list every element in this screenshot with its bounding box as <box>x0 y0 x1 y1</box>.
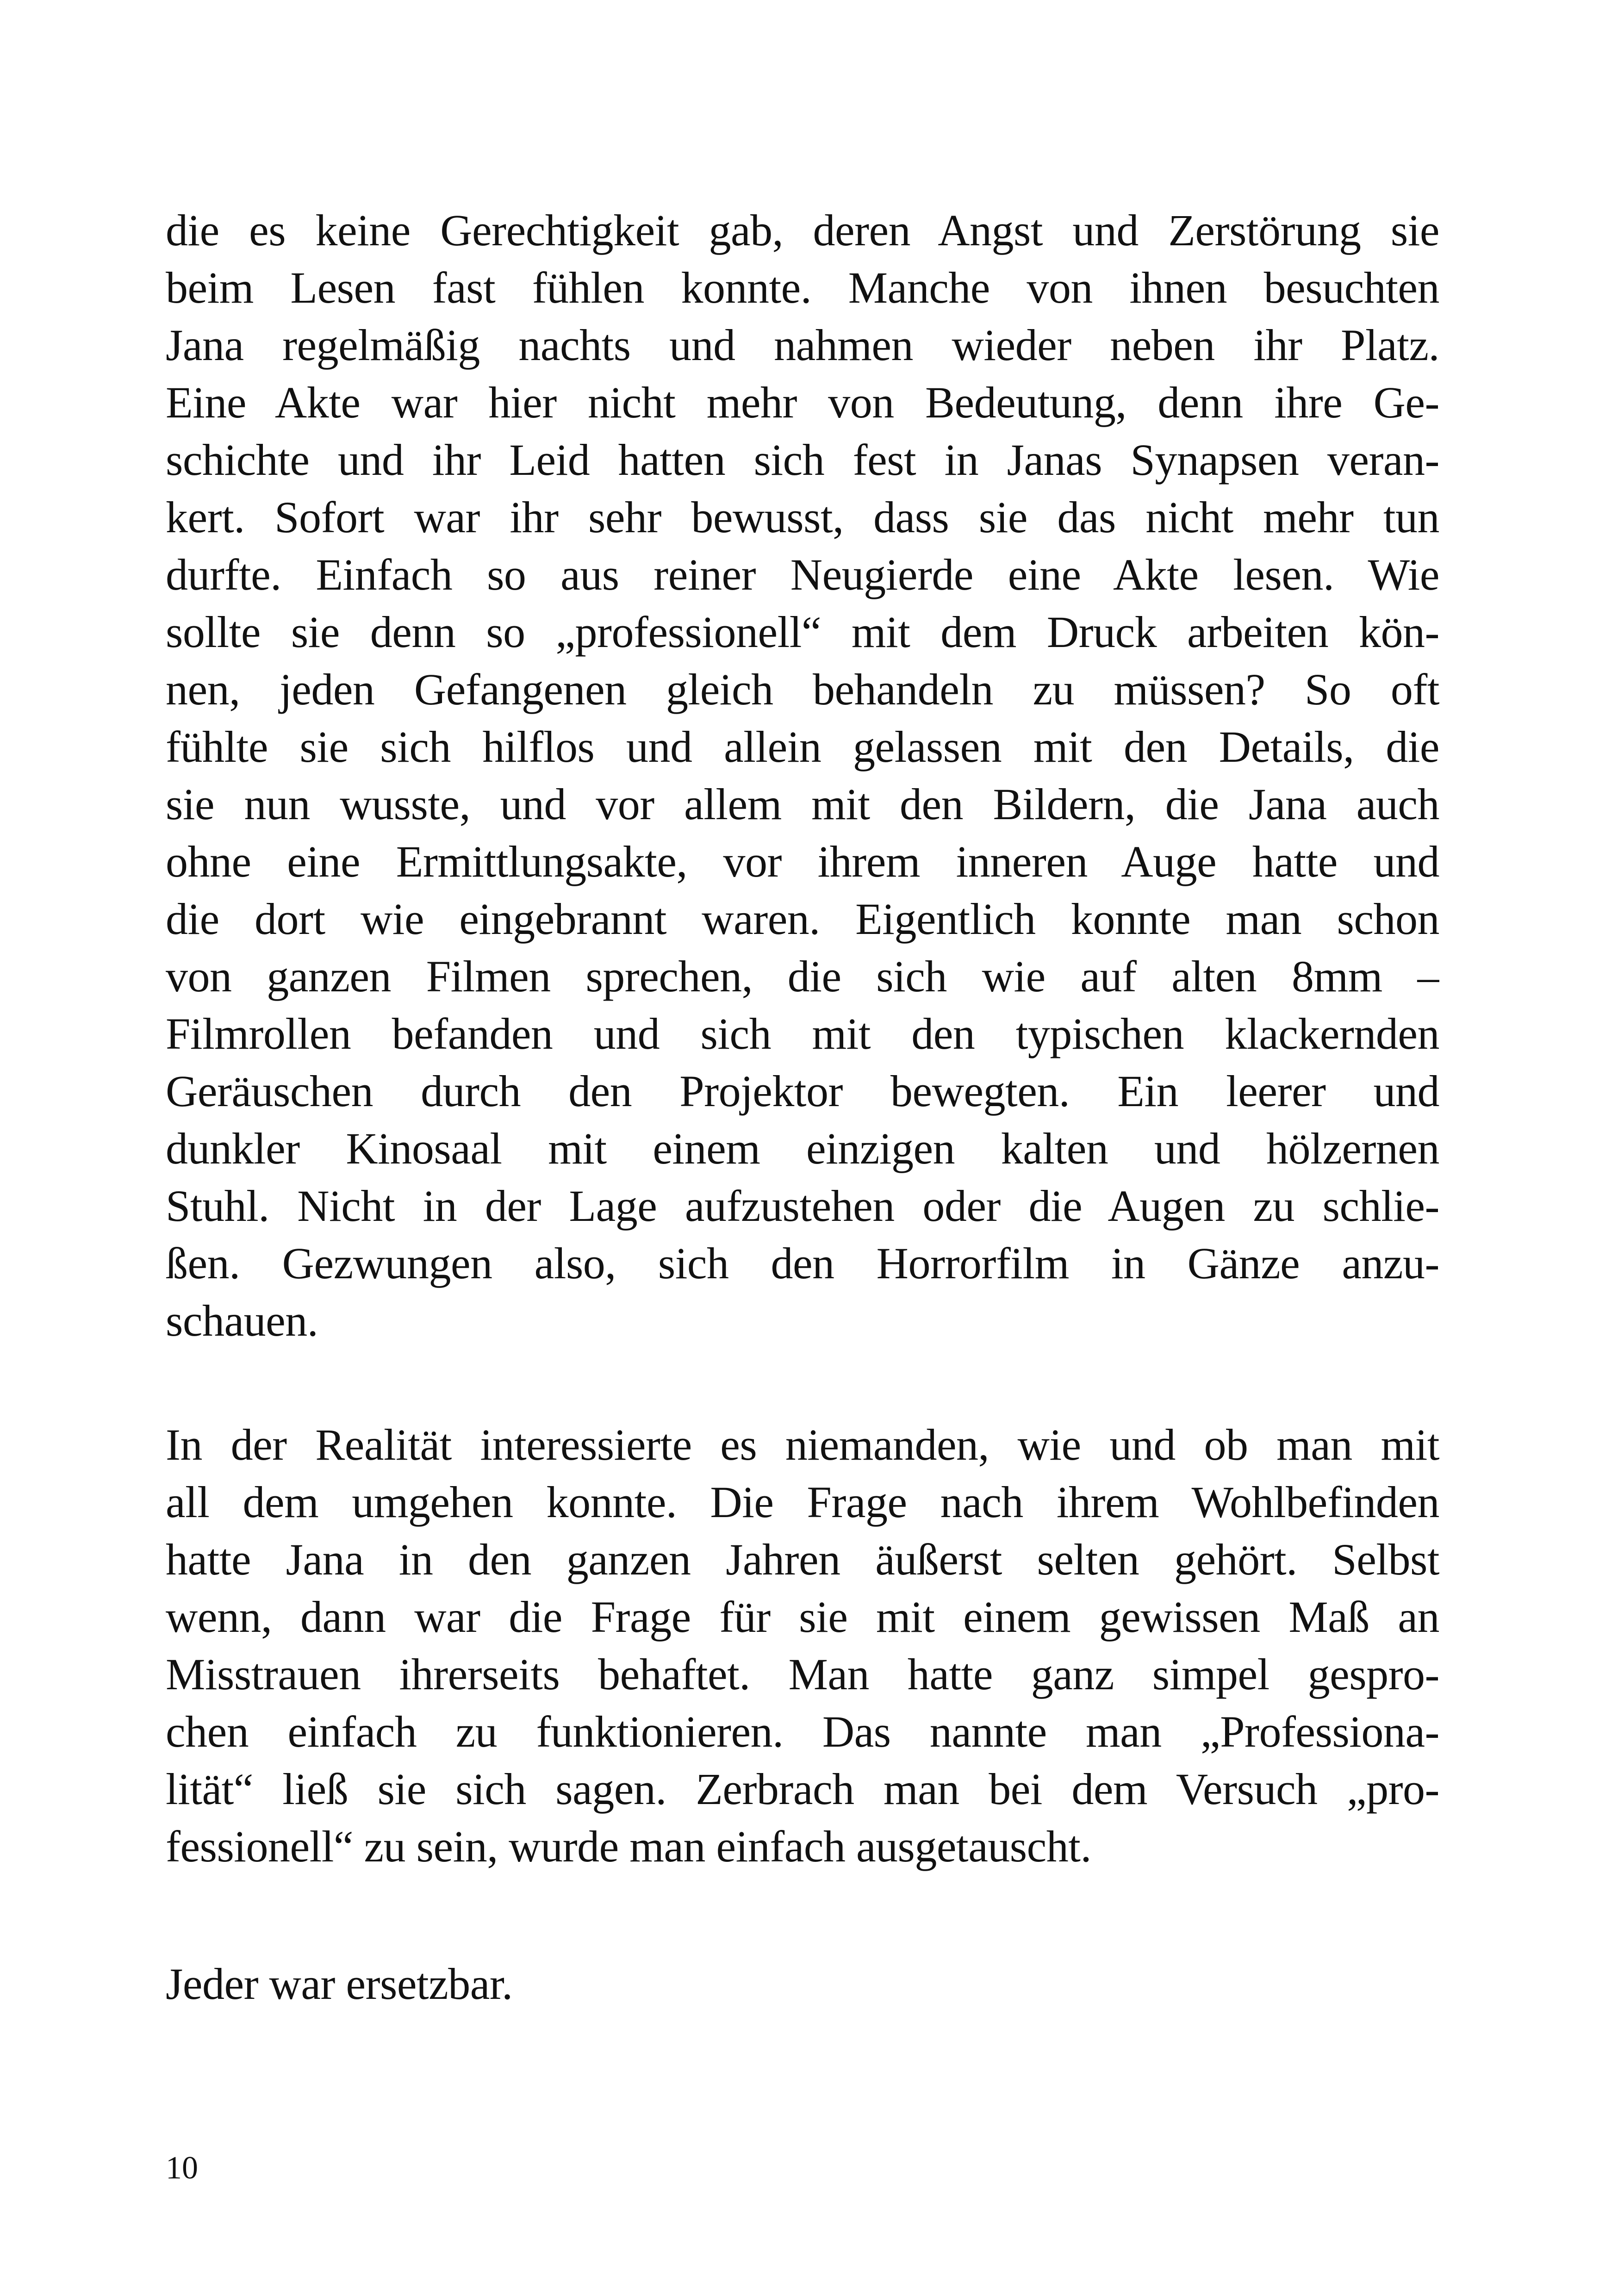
text-line: fühlte sie sich hilflos und allein gelassen mit den Details, die <box>166 722 1439 772</box>
text-line: ßen. Gezwungen also, sich den Horrorfilm in Gänze anzu- <box>166 1238 1439 1288</box>
text-line: schauen. <box>166 1296 318 1345</box>
paragraph-1 <box>166 202 1439 1350</box>
text-line: In der Realität interessierte es niemanden, wie und ob man mit <box>166 1420 1439 1469</box>
text-line: ohne eine Ermittlungsakte, vor ihrem inneren Auge hatte und <box>166 837 1439 886</box>
text-line: Filmrollen befanden und sich mit den typischen klackernden <box>166 1009 1439 1058</box>
text-line: dunkler Kinosaal mit einem einzigen kalten und hölzernen <box>166 1124 1439 1173</box>
text-line: von ganzen Filmen sprechen, die sich wie auf alten 8mm – <box>166 952 1439 1001</box>
text-line: chen einfach zu funktionieren. Das nannte man „Professiona- <box>166 1707 1439 1756</box>
text-line: wenn, dann war die Frage für sie mit einem gewissen Maß an <box>166 1592 1439 1642</box>
text-line: nen, jeden Gefangenen gleich behandeln zu müssen? So oft <box>166 665 1439 714</box>
text-line: kert. Sofort war ihr sehr bewusst, dass sie das nicht mehr tun <box>166 492 1439 542</box>
text-line: beim Lesen fast fühlen konnte. Manche von ihnen besuchten <box>166 263 1439 312</box>
text-line: die es keine Gerechtigkeit gab, deren Angst und Zerstörung sie <box>166 205 1439 255</box>
text-line: sie nun wusste, und vor allem mit den Bildern, die Jana auch <box>166 779 1439 829</box>
text-line: Misstrauen ihrerseits behaftet. Man hatte ganz simpel gespro- <box>166 1649 1439 1699</box>
paragraph-2 <box>166 1416 1439 1875</box>
text-line: all dem umgehen konnte. Die Frage nach ihrem Wohlbefinden <box>166 1477 1439 1527</box>
text-line: Eine Akte war hier nicht mehr von Bedeutung, denn ihre Ge- <box>166 378 1439 427</box>
text-line: Jana regelmäßig nachts und nahmen wieder neben ihr Platz. <box>166 320 1439 370</box>
text-line: Stuhl. Nicht in der Lage aufzustehen oder die Augen zu schlie- <box>166 1181 1439 1231</box>
text-line: sollte sie denn so „professionell“ mit dem Druck arbeiten kön- <box>166 607 1439 657</box>
text-line: schichte und ihr Leid hatten sich fest in Janas Synapsen veran- <box>166 435 1439 485</box>
page-number: 10 <box>166 2150 198 2186</box>
text-line: lität“ ließ sie sich sagen. Zerbrach man bei dem Versuch „pro- <box>166 1764 1439 1814</box>
text-line: Geräuschen durch den Projektor bewegten. Ein leerer und <box>166 1066 1439 1116</box>
text-line: die dort wie eingebrannt waren. Eigentlich konnte man schon <box>166 894 1439 944</box>
text-line: fessionell“ zu sein, wurde man einfach ausgetauscht. <box>166 1822 1091 1871</box>
text-line: hatte Jana in den ganzen Jahren äußerst selten gehört. Selbst <box>166 1535 1439 1584</box>
text-line: durfte. Einfach so aus reiner Neugierde eine Akte lesen. Wie <box>166 550 1439 599</box>
text-line: Jeder war ersetzbar. <box>166 1959 513 2009</box>
paragraph-3 <box>166 1955 1439 2013</box>
